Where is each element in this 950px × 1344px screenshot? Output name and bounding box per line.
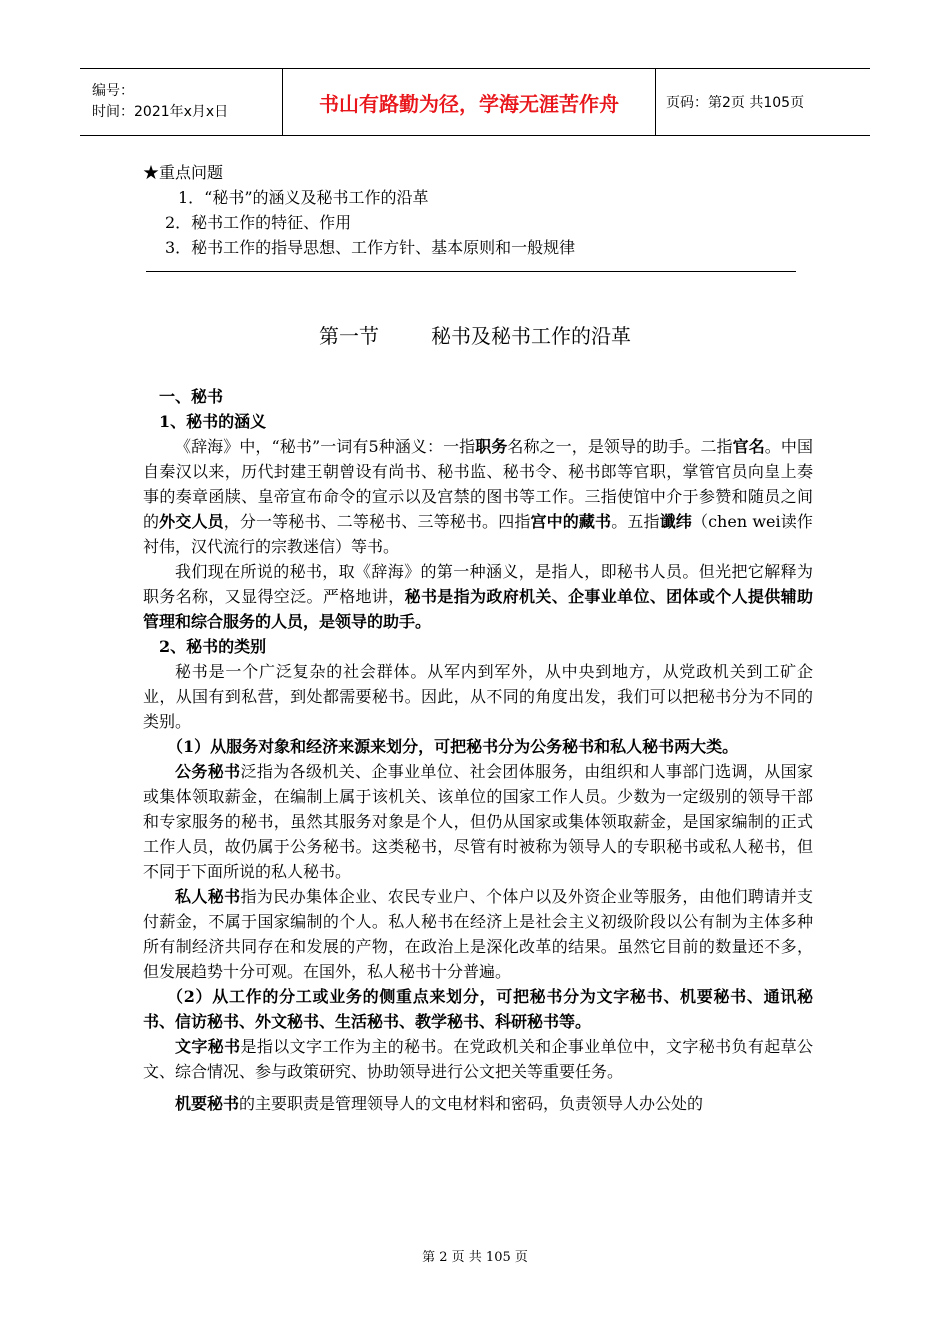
paragraph: 我们现在所说的秘书，取《辞海》的第一种涵义，是指人，即秘书人员。但光把它解释为职务名称，又显得空泛。严格地讲，秘书是指为政府机关、企事业单位、团体或个人提供辅助管理和综合服务的人员，是领导的助手。 — [143, 562, 813, 631]
header-right — [656, 69, 870, 135]
paragraph: 文字秘书是指以文字工作为主的秘书。在党政机关和企事业单位中，文字秘书负有起草公文、综合情况、参与政策研究、协助领导进行公文把关等重要任务。 — [143, 1037, 813, 1081]
document-time-label: 时间：2021年x月x日 — [92, 104, 229, 120]
header-page-info: 页码：第2页 共105页 — [666, 95, 805, 111]
document-body — [143, 384, 813, 1116]
paragraph: 秘书是一个广泛复杂的社会群体。从军内到军外，从中央到地方，从党政机关到工矿企业，从国有到私营，到处都需要秘书。因此，从不同的角度出发，我们可以把秘书分为不同的类别。 — [143, 662, 813, 731]
classification-heading: （2）从工作的分工或业务的侧重点来划分，可把秘书分为文字秘书、机要秘书、通讯秘书、信访秘书、外文秘书、生活秘书、教学秘书、科研秘书等。 — [143, 987, 813, 1031]
header-motto: 书山有路勤为径，学海无涯苦作舟 — [319, 91, 619, 116]
key-point-item: 3．秘书工作的指导思想、工作方针、基本原则和一般规律 — [165, 238, 576, 257]
key-points — [143, 160, 575, 260]
paragraph: 机要秘书的主要职责是管理领导人的文电材料和密码，负责领导人办公处的 — [175, 1094, 704, 1113]
section-number: 第一节 — [319, 324, 379, 348]
document-number-label: 编号： — [92, 83, 134, 99]
header-left — [80, 69, 282, 135]
page-footer: 第 2 页 共 105 页 — [422, 1250, 528, 1265]
classification-heading: （1）从服务对象和经济来源来划分，可把秘书分为公务秘书和私人秘书两大类。 — [167, 737, 739, 756]
section-heading: 秘书及秘书工作的沿革 — [431, 324, 631, 348]
key-point-item: 2．秘书工作的特征、作用 — [165, 213, 352, 232]
paragraph: 《辞海》中，“秘书”一词有5种涵义：一指职务名称之一，是领导的助手。二指官名。中国自秦汉以来，历代封建王朝曾设有尚书、秘书监、秘书令、秘书郎等官职，掌管官员向皇上奏事的奏章函牍、皇帝宣布命令的宣示以及宫禁的图书等工作。三指使馆中介于参赞和随员之间的外交人员，分一等秘书、二等秘书、三等秘书。四指宫中的藏书。五指谶纬（chen wei读作衬伟，汉代流行的宗教迷信）等书。 — [143, 437, 813, 556]
heading-level2: 2、秘书的类别 — [159, 637, 267, 656]
key-points-title: ★重点问题 — [143, 163, 224, 182]
heading-level1: 一、秘书 — [159, 387, 224, 406]
paragraph: 私人秘书指为民办集体企业、农民专业户、个体户以及外资企业等服务，由他们聘请并支付薪金，不属于国家编制的个人。私人秘书在经济上是社会主义初级阶段以公有制为主体多种所有制经济共同存在和发展的产物，在政治上是深化改革的结果。虽然它目前的数量还不多，但发展趋势十分可观。在国外，私人秘书十分普遍。 — [143, 887, 813, 981]
paragraph: 公务秘书泛指为各级机关、企事业单位、社会团体服务，由组织和人事部门选调，从国家或集体领取薪金，在编制上属于该机关、该单位的国家工作人员。少数为一定级别的领导干部和专家服务的秘书，虽然其服务对象是个人，但仍从国家或集体领取薪金，是国家编制的正式工作人员，故仍属于公务秘书。这类秘书，尽管有时被称为领导人的专职秘书或私人秘书，但不同于下面所说的私人秘书。 — [143, 762, 813, 881]
divider-line — [146, 271, 796, 272]
page-header — [80, 68, 870, 136]
heading-level2: 1、秘书的涵义 — [159, 412, 267, 431]
header-center — [282, 69, 656, 135]
key-point-item: 1．“秘书”的涵义及秘书工作的沿革 — [178, 188, 429, 207]
section-title — [0, 320, 950, 349]
